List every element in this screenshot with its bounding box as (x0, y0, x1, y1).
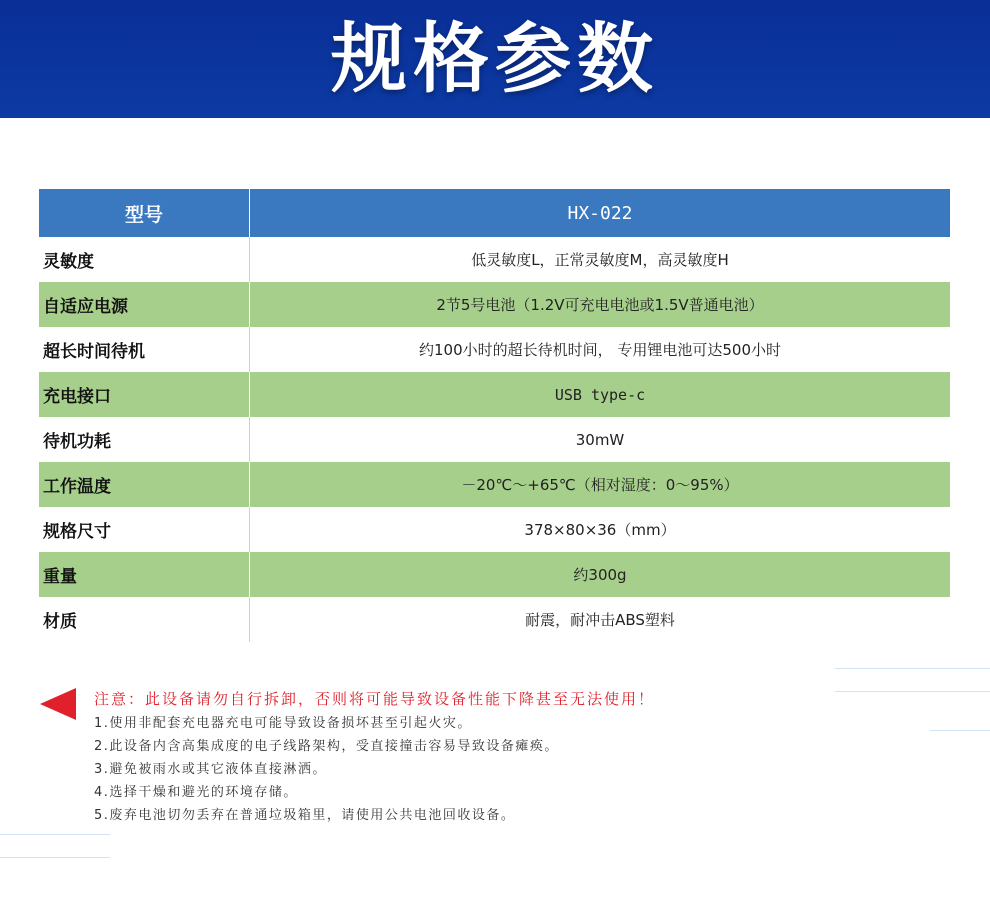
row-label: 充电接口 (39, 372, 250, 417)
row-label: 规格尺寸 (39, 507, 250, 552)
decor-lines-left (0, 834, 110, 880)
row-label: 自适应电源 (39, 282, 250, 327)
list-item: 3.避免被雨水或其它液体直接淋洒。 (94, 762, 327, 777)
notice-list (94, 712, 559, 827)
list-item: 1.使用非配套充电器充电可能导致设备损坏甚至引起火灾。 (94, 716, 472, 731)
banner (0, 0, 990, 118)
row-label: 灵敏度 (39, 237, 250, 282)
row-value: 30mW (575, 430, 625, 449)
table-row (39, 327, 950, 372)
list-item: 2.此设备内含高集成度的电子线路架构，受直接撞击容易导致设备瘫痪。 (94, 739, 559, 754)
table-row (39, 417, 950, 462)
row-value: 378×80×36（mm） (524, 521, 676, 539)
spec-table (39, 189, 950, 642)
table-row (39, 462, 950, 507)
decor-lines-right-2 (930, 730, 990, 753)
row-label: 工作温度 (39, 462, 250, 507)
page-title: 规格参数 (331, 14, 659, 103)
row-value: －20℃～+65℃（相对湿度：0～95%） (461, 476, 739, 494)
header-model-value: HX-022 (567, 202, 633, 224)
list-item: 5.废弃电池切勿丢弃在普通垃圾箱里，请使用公共电池回收设备。 (94, 808, 516, 823)
row-value: 2节5号电池（1.2V可充电电池或1.5V普通电池） (436, 296, 764, 314)
row-label: 材质 (39, 597, 250, 642)
row-value: 低灵敏度L，正常灵敏度M，高灵敏度H (471, 251, 729, 269)
table-row (39, 237, 950, 282)
table-row (39, 372, 950, 417)
warning-arrow-icon (40, 688, 76, 720)
list-item: 4.选择干燥和避光的环境存储。 (94, 785, 298, 800)
header-model-label: 型号 (39, 189, 250, 237)
table-row (39, 507, 950, 552)
table-row (39, 282, 950, 327)
table-header-row (39, 189, 950, 237)
row-value: USB type-c (554, 385, 646, 404)
row-value: 约100小时的超长待机时间， 专用锂电池可达500小时 (418, 341, 782, 359)
decor-lines-right (835, 668, 990, 714)
row-value: 约300g (573, 566, 627, 584)
row-label: 重量 (39, 552, 250, 597)
row-label: 超长时间待机 (39, 327, 250, 372)
notice-title: 注意：此设备请勿自行拆卸，否则将可能导致设备性能下降甚至无法使用！ (94, 690, 656, 708)
row-label: 待机功耗 (39, 417, 250, 462)
table-row (39, 552, 950, 597)
row-value: 耐震，耐冲击ABS塑料 (525, 611, 675, 629)
table-row (39, 597, 950, 642)
